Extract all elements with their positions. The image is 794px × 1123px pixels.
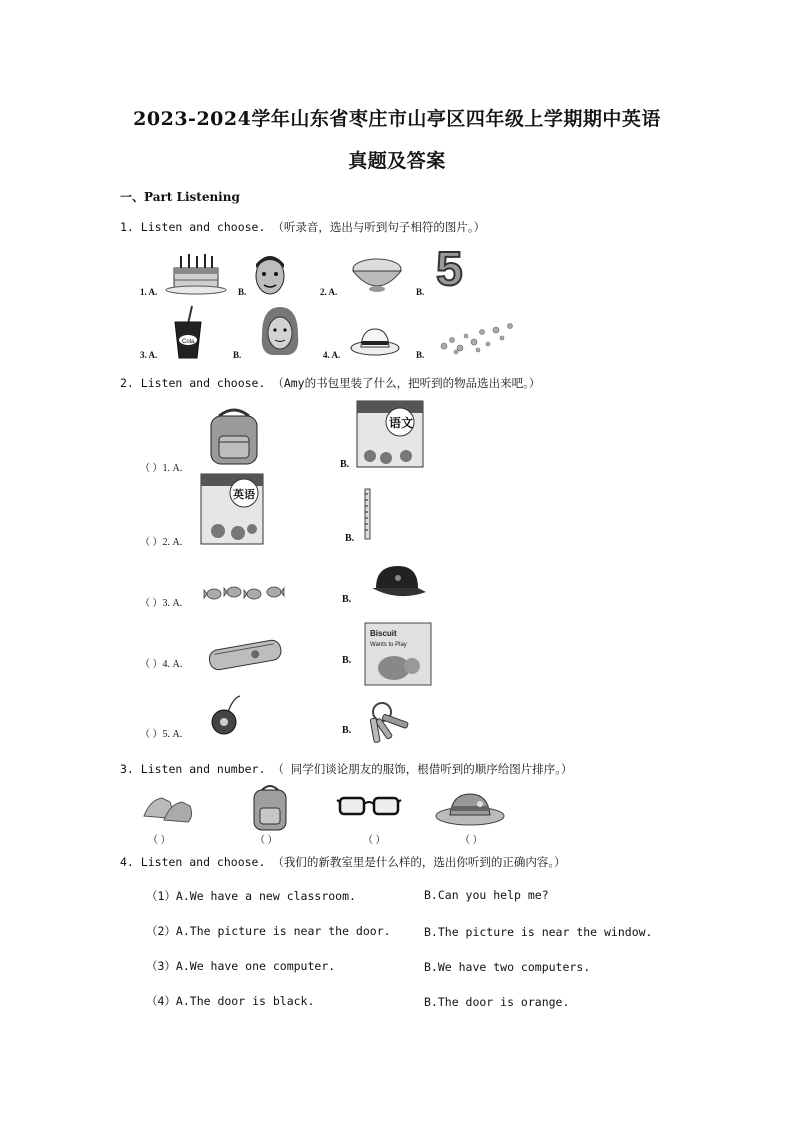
woman-face-icon [258, 305, 302, 357]
q1-item2-a-label: 2. A. [320, 287, 338, 297]
english-book-icon [200, 473, 264, 545]
q1-item3-b-label: B. [233, 350, 242, 360]
q2-row4-answer-label: （ ）4. A. [140, 659, 183, 670]
yoyo-icon [210, 694, 242, 738]
question-1-prompt: 1. Listen and choose. （听录音，选出与听到句子相符的图片。） [120, 220, 486, 234]
q2-row4-b-label: B. [342, 655, 352, 666]
chinese-book-title: 语文 [389, 416, 414, 430]
candies-icon [202, 582, 290, 604]
svg-text:Cola: Cola [182, 339, 195, 345]
q4-item1-option-b: B.Can you help me? [424, 888, 549, 902]
boy-face-icon [252, 252, 288, 296]
q4-item1-option-a: （1）A.We have a new classroom. [146, 889, 356, 903]
q2-row1-answer-label: （ ）1. A. [140, 463, 183, 474]
keys-icon [368, 700, 424, 744]
document-title-line-1: 2023-2024学年山东省枣庄市山亭区四年级上学期期中英语 [133, 108, 661, 130]
glasses-icon [336, 792, 402, 820]
cola-cup-icon [170, 304, 206, 360]
question-3-prompt: 3. Listen and number. （ 同学们谈论朋友的服饰，根借听到的顺序给图片排序。） [120, 762, 573, 776]
q2-row5-b-label: B. [342, 725, 352, 736]
storybook-icon [364, 622, 432, 686]
hat-icon [350, 326, 400, 356]
question-2-prompt: 2. Listen and choose. （Amy的书包里装了什么，把听到的物品选出来吧。） [120, 376, 541, 390]
pencil-box-icon [205, 637, 285, 671]
bag-icon [250, 784, 290, 832]
q3-blank-1: （ ） [148, 835, 171, 846]
english-book-title: 英语 [233, 488, 255, 501]
q2-row2-answer-label: （ ）2. A. [140, 537, 183, 548]
q3-blank-4: （ ） [460, 835, 483, 846]
question-4-prompt: 4. Listen and choose. （我们的新教室里是什么样的，选出你听到的正确内容。） [120, 855, 566, 869]
q1-item1-a-label: 1. A. [140, 287, 158, 297]
q2-row2-b-label: B. [345, 533, 355, 544]
hat-icon [434, 788, 506, 828]
q4-item4-option-a: （4）A.The door is black. [146, 994, 315, 1008]
q4-item2-option-a: （2）A.The picture is near the door. [146, 924, 391, 938]
q1-item3-a-label: 3. A. [140, 350, 158, 360]
rice-bowl-icon [350, 255, 404, 295]
q2-row3-answer-label: （ ）3. A. [140, 598, 183, 609]
number-five-icon: 5 [436, 243, 463, 296]
q4-item3-option-b: B.We have two computers. [424, 960, 591, 974]
ruler-icon [364, 488, 372, 540]
q3-blank-3: （ ） [363, 835, 386, 846]
svg-text:Biscuit: Biscuit [370, 629, 397, 638]
q1-item1-b-label: B. [238, 287, 247, 297]
shoes-icon [140, 788, 196, 828]
q2-row5-answer-label: （ ）5. A. [140, 729, 183, 740]
schoolbag-icon [205, 406, 263, 468]
chinese-book-icon [356, 400, 424, 468]
q2-row1-b-label: B. [340, 459, 350, 470]
section-heading: 一、Part Listening [120, 190, 240, 204]
q1-item2-b-label: B. [416, 287, 425, 297]
q4-item3-option-a: （3）A.We have one computer. [146, 959, 336, 973]
document-title-line-2: 真题及答案 [348, 150, 446, 172]
q2-row3-b-label: B. [342, 594, 352, 605]
q4-item4-option-b: B.The door is orange. [424, 995, 570, 1009]
q1-item4-b-label: B. [416, 350, 425, 360]
scattered-marks-icon [436, 320, 520, 356]
svg-text:Wants to Play: Wants to Play [370, 642, 407, 648]
cap-icon [368, 562, 428, 602]
q3-blank-2: （ ） [255, 835, 278, 846]
q4-item2-option-b: B.The picture is near the window. [424, 925, 653, 939]
birthday-cake-icon [166, 250, 228, 296]
q1-item4-a-label: 4. A. [323, 350, 341, 360]
